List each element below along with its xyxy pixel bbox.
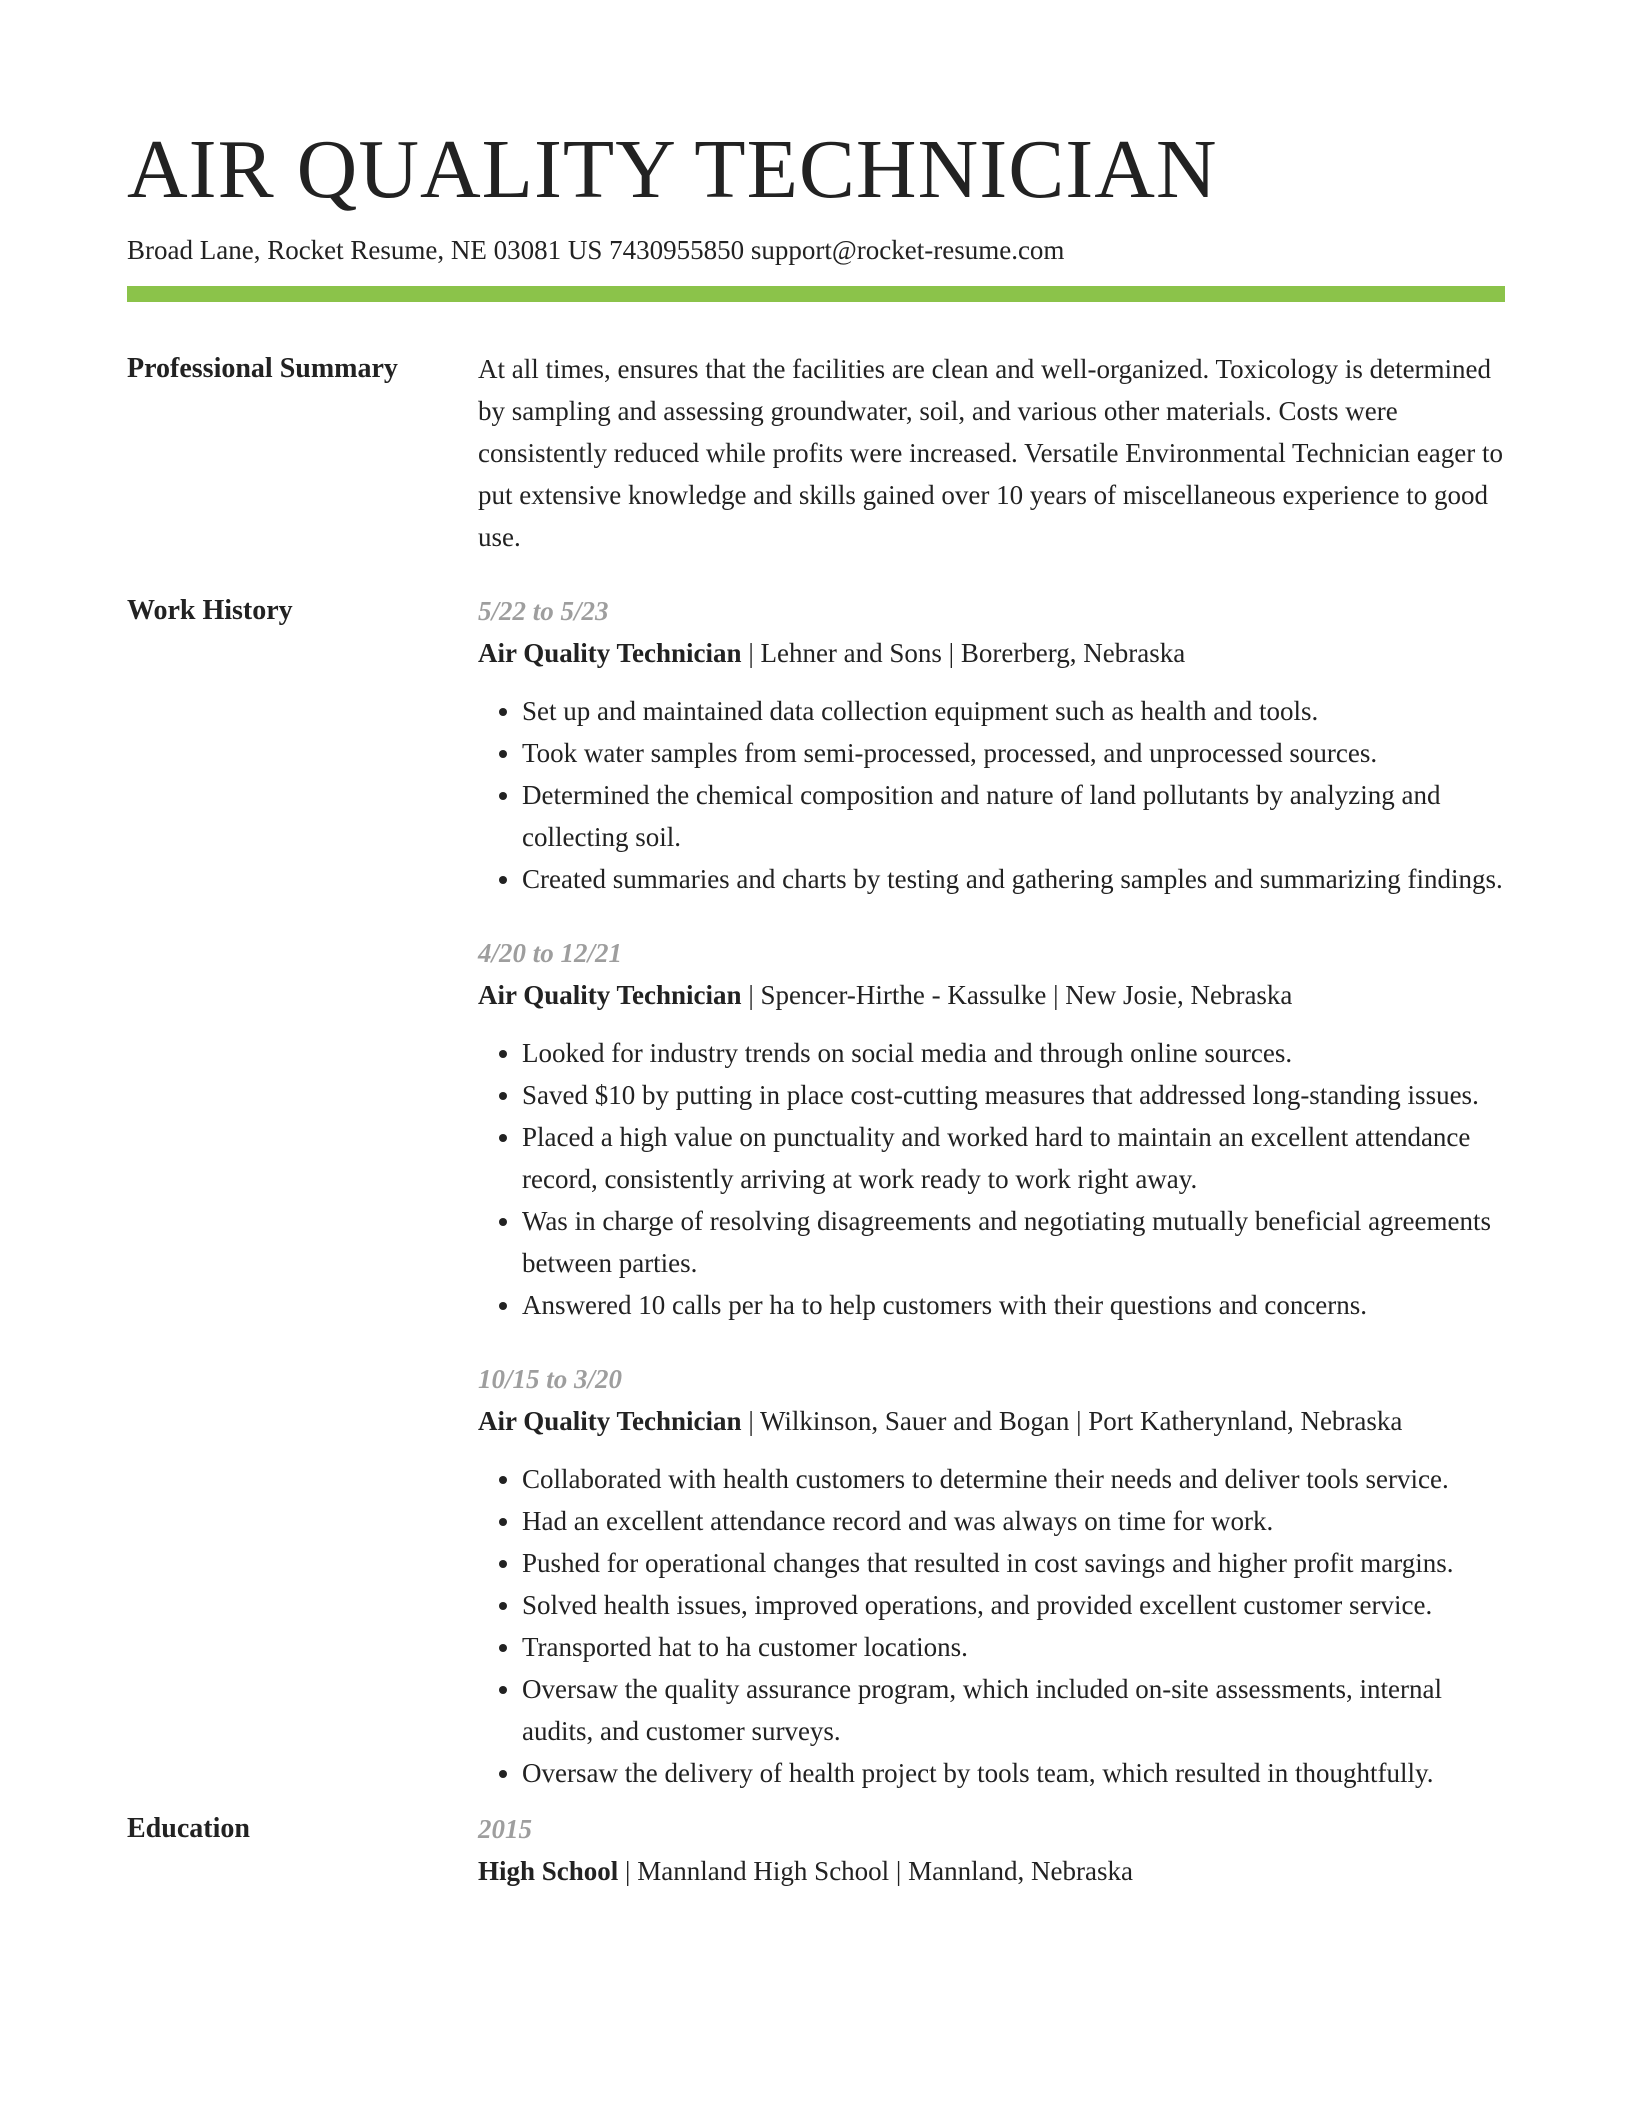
job-duty: • Collaborated with health customers to determine their needs and deliver tools service. [522,1458,1505,1500]
job-dates: 5/22 to 5/23 [478,596,609,626]
job-duty: • Looked for industry trends on social media and through online sources. [522,1032,1505,1074]
job-title: Air Quality Technician [478,980,742,1010]
school-location: | Mannland High School | Mannland, Nebraska [618,1856,1134,1886]
job-role-line [478,974,1505,1016]
job-employer-location: | Lehner and Sons | Borerberg, Nebraska [741,638,1186,668]
work-history-section [127,590,1505,1794]
job-employer-location: | Wilkinson, Sauer and Bogan | Port Katherynland, Nebraska [741,1406,1403,1436]
job-role-line [478,632,1505,674]
education-section [127,1808,1505,1892]
job-entry [478,590,1505,900]
job-duty: • Oversaw the delivery of health project by tools team, which resulted in thoughtfully. [522,1752,1505,1794]
job-role-line [478,1400,1505,1442]
job-duty: • Took water samples from semi-processed, processed, and unprocessed sources. [522,732,1505,774]
job-duty: • Solved health issues, improved operations, and provided excellent customer service. [522,1584,1505,1626]
job-duty: • Oversaw the quality assurance program, which included on-site assessments, internal audits, and customer surveys. [522,1668,1505,1752]
job-duties [478,1032,1505,1326]
summary-text: At all times, ensures that the facilities are clean and well-organized. Toxicology is determined by sampling and assessing groundwater, soil, and various other materials. Costs were consistently reduced while profits were increased. Versatile Environmental Technician eager to put extensive knowledge and skills gained over 10 years of miscellaneous experience to good use. [478,354,1503,552]
job-entry [478,932,1505,1326]
job-duty: • Had an excellent attendance record and was always on time for work. [522,1500,1505,1542]
header-divider [127,286,1505,302]
job-employer-location: | Spencer-Hirthe - Kassulke | New Josie, Nebraska [741,980,1293,1010]
education-entry [478,1808,1505,1892]
job-duty: • Answered 10 calls per ha to help customers with their questions and concerns. [522,1284,1505,1326]
job-title: Air Quality Technician [478,638,742,668]
job-duties [478,690,1505,900]
job-duty: • Transported hat to ha customer locations. [522,1626,1505,1668]
work-history-list [478,590,1505,1794]
summary-section [127,348,1505,558]
job-duty: • Set up and maintained data collection equipment such as health and tools. [522,690,1505,732]
job-dates: 4/20 to 12/21 [478,938,623,968]
job-duties [478,1458,1505,1794]
job-duty: • Created summaries and charts by testing and gathering samples and summarizing findings. [522,858,1505,900]
contact-line: Broad Lane, Rocket Resume, NE 03081 US 7430955850 support@rocket-resume.com [127,235,1065,265]
job-duty: • Pushed for operational changes that resulted in cost savings and higher profit margins. [522,1542,1505,1584]
job-duty: • Was in charge of resolving disagreements and negotiating mutually beneficial agreements between parties. [522,1200,1505,1284]
candidate-name: AIR QUALITY TECHNICIAN [127,123,1218,216]
job-duty: • Determined the chemical composition and nature of land pollutants by analyzing and collecting soil. [522,774,1505,858]
job-dates: 10/15 to 3/20 [478,1364,623,1394]
job-duty: • Saved $10 by putting in place cost-cutting measures that addressed long-standing issues. [522,1074,1505,1116]
work-history-heading: Work History [127,595,293,626]
job-duty: • Placed a high value on punctuality and worked hard to maintain an excellent attendance record, consistently arriving at work ready to work right away. [522,1116,1505,1200]
job-title: Air Quality Technician [478,1406,742,1436]
job-entry [478,1358,1505,1794]
education-heading: Education [127,1813,250,1844]
degree-title: High School [478,1856,619,1886]
education-dates: 2015 [478,1814,532,1844]
resume-page [127,120,1505,1892]
education-line [478,1850,1505,1892]
summary-heading: Professional Summary [127,353,398,384]
